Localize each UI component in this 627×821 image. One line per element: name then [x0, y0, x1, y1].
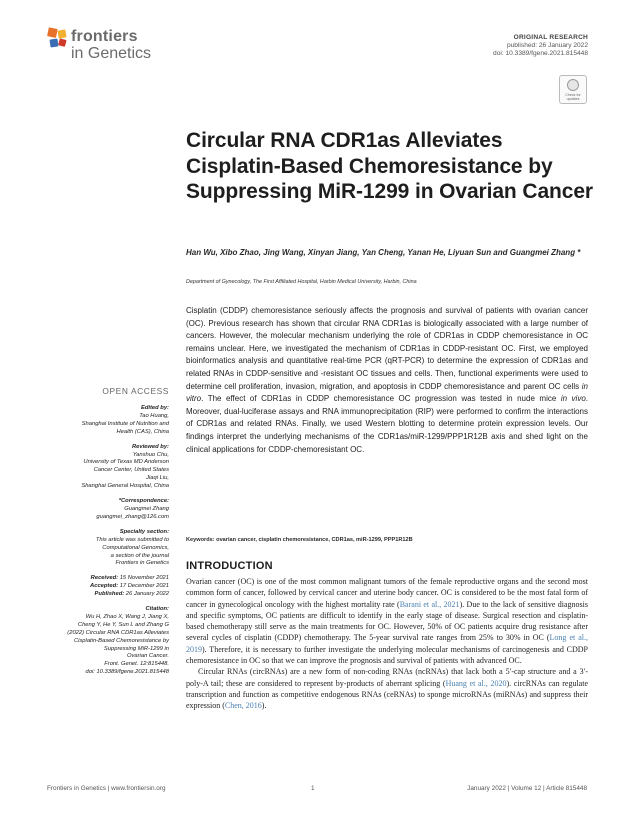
specialty-text: a section of the journal [110, 552, 169, 559]
abstract [186, 305, 588, 456]
doi[interactable]: doi: 10.3389/fgene.2021.815448 [493, 50, 588, 58]
specialty-section-block [37, 529, 169, 569]
update-icon [567, 79, 579, 91]
reviewed-by-label: Reviewed by: [131, 443, 169, 450]
citation-link[interactable]: Chen, 2016 [224, 701, 262, 711]
open-access-label: OPEN ACCESS [102, 386, 169, 396]
citation-text: (2022) Circular RNA CDR1as Alleviates [67, 629, 169, 636]
editor-affiliation: Health (CAS), China [116, 428, 169, 435]
frontiers-logo [47, 24, 157, 64]
reviewer-name: Jiaqi Liu, [146, 475, 169, 482]
affiliation: Department of Gynecology, The First Affiliated Hospital, Harbin Medical University, Harbin, China [186, 279, 417, 285]
footer-issue-info: January 2022 | Volume 12 | Article 815448 [467, 785, 587, 792]
footer-journal-link[interactable]: Frontiers in Genetics | www.frontiersin.org [47, 785, 166, 792]
reviewer-affiliation: Shanghai General Hospital, China [81, 483, 169, 490]
intro-paragraph: Ovarian cancer (OC) is one of the most common malignant tumors of the female reproductive organs and the second most common form of cancer, followed by cervical cancer and uterine body cancer. OC is considered to be the most fatal form of cancer in gynecological oncology with the highest mortality rate (Barani et al., 2021). Due to the lack of sensitive diagnosis and specific symptoms, OC patients are difficult to identify in the early stage of disease. Surgical resection and cisplatin-based chemotherapy still serve as the main treatments for OC. However, 50% of OC patients acquire drug resistance after several cycles of cisplatin (CDDP) chemotherapy. The 5-year survival rate ranges from 25% to 30% in OC (Long et al., 2019). Therefore, it is necessary to further investigate the underlying molecular mechanisms of carcinogenesis and CDDP chemoresistance in OC so that we can improve the prognosis and survival of patients with advanced OC. [186, 577, 589, 666]
correspondent-name: Guangmei Zhang [124, 505, 169, 512]
citation-journal: Front. Genet. 12:815448. [104, 661, 169, 668]
edited-by-block [37, 405, 169, 437]
section-title-introduction: INTRODUCTION [186, 560, 273, 572]
received-date: Received: 15 November 2021 [90, 575, 169, 582]
citation-link[interactable]: Barani et al., 2021 [399, 599, 460, 609]
citation-text: Suppressing MiR-1299 in [103, 645, 169, 652]
reviewer-name: Yanshuo Chu, [132, 451, 169, 458]
citation-text: Cisplatin-Based Chemoresistance by [73, 637, 169, 644]
keywords: Keywords: ovarian cancer, cisplatin chemoresistance, CDR1as, miR-1299, PPP1R12B [186, 537, 413, 543]
check-for-updates-label: Check for updates [565, 93, 581, 101]
citation-label: Citation: [145, 606, 169, 613]
correspondence-label: *Correspondence: [118, 498, 169, 505]
published-date: published: 26 January 2022 [506, 42, 588, 50]
citation-block [37, 606, 169, 677]
intro-paragraph: Circular RNAs (circRNAs) are a new form of non-coding RNAs (ncRNAs) that lack both a 5′-cap structure and a 3′-poly-A tail; these are considered to represent by-products of aberrant splicing (Huang et al., 2020). circRNAs can regulate transcription and function as competitive endogenous RNAs (ceRNAs) to sponge microRNAs (miRNAs) and suppress their expression (Chen, 2016). [186, 667, 589, 711]
correspondence-block [37, 498, 169, 522]
author-list: Han Wu, Xibo Zhao, Jing Wang, Xinyan Jiang, Yan Cheng, Yanan He, Liyuan Sun and Guangmei Zhang * [186, 248, 581, 257]
citation-text: Wu H, Zhao X, Wang J, Jiang X, [85, 613, 169, 620]
logo-journal-text: in Genetics [71, 45, 152, 62]
specialty-label: Specialty section: [119, 528, 169, 535]
specialty-text: Computational Genomics, [102, 544, 169, 551]
citation-link[interactable]: Huang et al., 2020 [445, 678, 507, 688]
dates-block [37, 575, 169, 599]
introduction-body [186, 576, 588, 712]
frontiers-logo-mark-icon [47, 27, 69, 49]
abstract-text: Cisplatin (CDDP) chemoresistance seriously affects the prognosis and survival of patients with ovarian cancer (OC). Previous research has shown that circular RNA CDR1as is biologically associated with a large number of cancers. However, the molecular mechanism underlying the role of CDR1as in CDDP chemoresistance in OC remains unclear. Here, we investigated the mechanism of CDR1as in CDDP-resistant OC. First, we employed bioinformatics analysis and quantitative real-time PCR (qRT-PCR) to determine the expression of CDR1as and related RNAs in CDDP-sensitive and -resistant OC tissues and cells. Then, functional experiments were used to determine cell proliferation, invasion, migration, and apoptosis in CDDP chemoresistance and parent OC cells in vitro. The effect of CDR1as in CDDP chemoresistance OC progression was tested in nude mice in vivo. Moreover, dual-luciferase assays and RNA immunoprecipitation (RIP) were performed to confirm the interactions of CDR1as and related RNAs. Finally, we used Western blotting to determine protein expression levels. Our findings interpret the underlying mechanisms of the CDR1as/miR-1299/PPP1R12B axis and shed light on the clinical applications for CDDP-chemoresistant OC. [186, 306, 589, 454]
article-title: Circular RNA CDR1as Alleviates Cisplatin-Based Chemoresistance by Suppressing MiR-1299 in Ovarian Cancer [186, 129, 594, 203]
correspondent-email[interactable]: guangmei_zhang@126.com [96, 513, 169, 520]
page-number: 1 [311, 785, 315, 792]
article-info-sidebar [37, 405, 169, 684]
specialty-text: This article was submitted to [95, 536, 169, 543]
article-header [493, 34, 588, 59]
accepted-date: Accepted: 17 December 2021 [90, 583, 169, 590]
citation-doi[interactable]: doi: 10.3389/fgene.2021.815448 [85, 669, 169, 676]
article-type: ORIGINAL RESEARCH [513, 34, 588, 41]
specialty-text: Frontiers in Genetics [115, 560, 169, 567]
editor-name: Tao Huang, [139, 412, 169, 419]
logo-brand-text: frontiers [71, 28, 138, 45]
reviewed-by-block [37, 444, 169, 491]
editor-affiliation: Shanghai Institute of Nutrition and [81, 420, 169, 427]
citation-text: Cheng Y, He Y, Sun L and Zhang G [77, 621, 169, 628]
reviewer-affiliation: Cancer Center, United States [93, 467, 169, 474]
check-for-updates-badge[interactable] [559, 75, 587, 104]
reviewer-affiliation: University of Texas MD Anderson [83, 459, 169, 466]
published-date-side: Published: 26 January 2022 [94, 591, 169, 598]
citation-link[interactable]: Long et al., 2019 [186, 633, 589, 654]
edited-by-label: Edited by: [140, 405, 169, 411]
citation-text: Ovarian Cancer. [127, 653, 169, 660]
page-footer [47, 785, 587, 795]
